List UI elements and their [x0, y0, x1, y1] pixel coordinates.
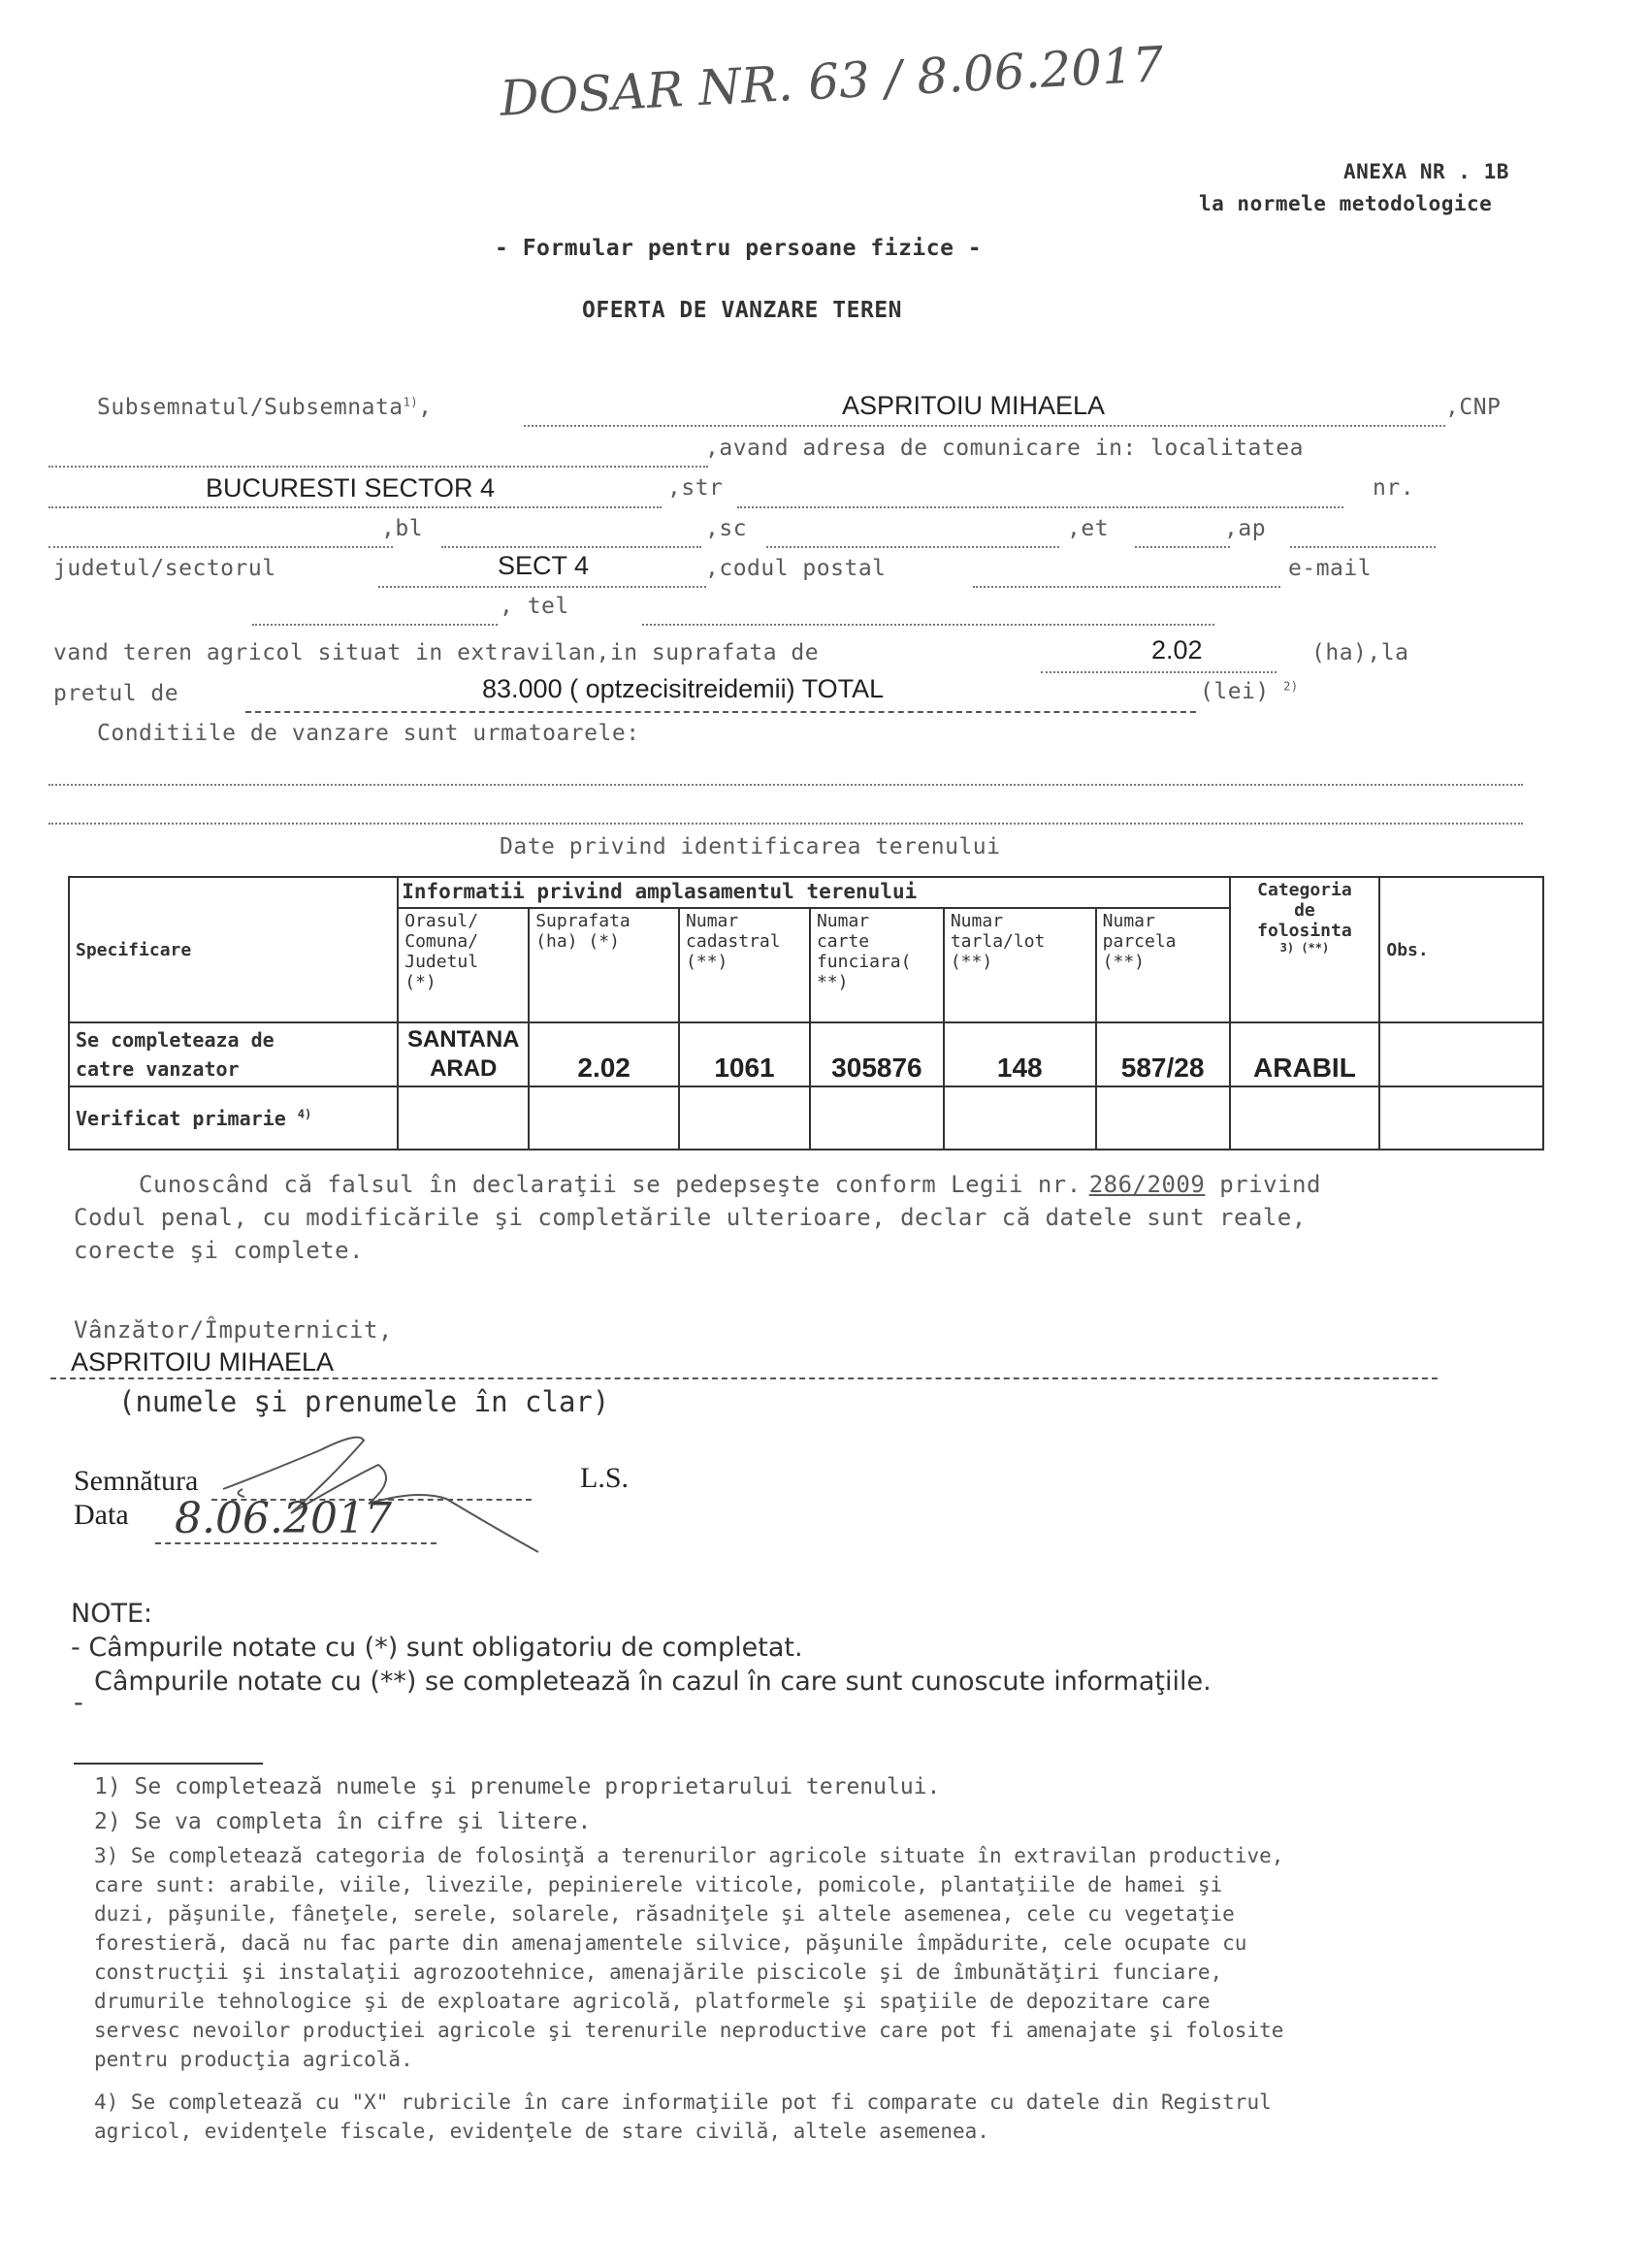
postal-label: ,codul postal — [705, 556, 887, 581]
declaration-line-2: Codul penal, cu modificările şi completările ulterioare, declar că datele sunt reale, — [74, 1204, 1307, 1231]
cell-categoria[interactable]: ARABIL — [1230, 1022, 1380, 1086]
sc-label: ,sc — [705, 516, 748, 541]
judet-label: judetul/sectorul — [53, 556, 276, 581]
cell-tarla[interactable]: 148 — [944, 1022, 1096, 1086]
ls-label: L.S. — [580, 1462, 630, 1494]
footnote-1: 1) Se completează numele şi prenumele proprietarului terenului. — [94, 1774, 941, 1799]
vanzator-line — [50, 1377, 1438, 1379]
cell-obs[interactable] — [1379, 1022, 1543, 1086]
nr-line — [48, 546, 393, 548]
header-tarla: Numar tarla/lot (**) — [944, 908, 1096, 1022]
note-line-1: - Câmpurile notate cu (*) sunt obligatoriu de completat. — [71, 1633, 803, 1663]
data-label: Data — [74, 1499, 129, 1531]
notes-title: NOTE: — [71, 1599, 153, 1629]
table-row-primarie — [69, 1086, 1543, 1150]
suprafata-line — [1041, 671, 1277, 673]
address-label: ,avand adresa de comunicare in: localitatea — [705, 436, 1304, 461]
annex-subtitle: la normele metodologice — [1199, 192, 1493, 215]
tel-label: , tel — [500, 594, 569, 619]
footnote-separator — [74, 1763, 263, 1765]
localitate-value[interactable]: BUCURESTI SECTOR 4 — [206, 473, 496, 502]
header-cadastral: Numar cadastral (**) — [679, 908, 810, 1022]
bl-line — [441, 546, 701, 548]
form-type: - Formular pentru persoane fizice - — [495, 236, 983, 261]
bl-label: ,bl — [381, 516, 424, 541]
cell-primarie-orasul[interactable] — [398, 1086, 529, 1150]
cell-primarie-carte[interactable] — [810, 1086, 944, 1150]
tel-line — [642, 624, 1214, 626]
judet-line — [378, 586, 706, 588]
str-label: ,str — [667, 475, 724, 501]
header-specificare: Specificare — [69, 877, 398, 1022]
conditii-line-1 — [48, 784, 1523, 786]
vand-label: vand teren agricol situat in extravilan,in suprafata de — [53, 640, 820, 665]
header-suprafata: Suprafata (ha) (*) — [529, 908, 679, 1022]
row-label-primarie: Verificat primarie $^{4)}$ — [69, 1086, 398, 1150]
numele-label: (numele şi prenumele în clar) — [118, 1385, 610, 1418]
footnote-3: 3) Se completează categoria de folosinţă a terenurilor agricole situate în extravilan productive, care sunt: arabile, viile, livezile, pepinierele viticole, pomicole, plantaţiile de hamei şi duzi, păşunile, fâneţele, serele, solarele, răsadniţele şi altele asemenea, cele cu vegetaţie forestieră, dacă nu fac parte din amenajamentele silvice, păşunile împădurite, cele ocupate cu construcţii şi instalaţii agrozootehnice, amenajările piscicole şi de îmbunătăţiri funciare, drumurile tehnologice şi de exploatare agricolă, platformele şi spaţiile de depozitare care servesc nevoilor producţiei agricole şi terenurile neproductive care pot fi amenajate şi folosite pentru producţia agricolă. — [94, 1844, 1284, 2071]
conditii-label: Conditiile de vanzare sunt urmatoarele: — [97, 721, 640, 746]
annex-number: ANEXA NR . 1B — [1343, 160, 1509, 183]
cell-cadastral[interactable]: 1061 — [679, 1022, 810, 1086]
header-categoria: Categoria de folosinta 3) (**) — [1230, 877, 1380, 1022]
cell-primarie-tarla[interactable] — [944, 1086, 1096, 1150]
lei-label: (lei) $^{2)}$ — [1200, 679, 1299, 704]
header-group: Informatii privind amplasamentul terenului — [398, 877, 1229, 908]
cell-parcela[interactable]: 587/28 — [1096, 1022, 1230, 1086]
et-label: ,et — [1067, 516, 1110, 541]
page-title: OFERTA DE VANZARE TEREN — [582, 298, 902, 323]
pret-value[interactable]: 83.000 ( optzecisitreidemii) TOTAL — [482, 674, 885, 703]
cell-orasul[interactable]: SANTANA ARAD — [398, 1022, 529, 1086]
note-line-2: Câmpurile notate cu (**) se completează în cazul în care sunt cunoscute informaţiile. — [94, 1667, 1212, 1697]
semnatura-label: Semnătura — [74, 1465, 199, 1497]
header-obs: Obs. — [1379, 877, 1543, 1022]
cell-carte[interactable]: 305876 — [810, 1022, 944, 1086]
footnote-4: 4) Se completează cu "X" rubricile în care informaţiile pot fi comparate cu datele din Registrul agricol, evidenţele fiscale, evidenţele de stare civilă, altele asemenea. — [94, 2090, 1272, 2143]
vanzator-label: Vânzător/Împuternicit, — [74, 1316, 393, 1344]
cnp-line — [48, 466, 708, 468]
cell-primarie-categoria[interactable] — [1230, 1086, 1380, 1150]
declaration-line-1: Cunoscând că falsul în declaraţii se pedepseşte conform Legii nr. 286/2009 privind — [139, 1171, 1321, 1198]
name-line — [524, 425, 1445, 427]
nr-label: nr. — [1373, 475, 1415, 501]
vanzator-name[interactable]: ASPRITOIU MIHAELA — [71, 1347, 335, 1377]
pret-line — [245, 711, 1196, 713]
header-orasul: Orasul/ Comuna/ Judetul (*) — [398, 908, 529, 1022]
table-caption: Date privind identificarea terenului — [500, 834, 1001, 859]
et-line — [1135, 546, 1230, 548]
table-row-vanzator — [69, 1022, 1543, 1086]
cnp-label: ,CNP — [1445, 395, 1502, 420]
cell-primarie-parcela[interactable] — [1096, 1086, 1230, 1150]
row-label-vanzator: Se completeaza de catre vanzator — [69, 1022, 398, 1086]
postal-line — [973, 586, 1280, 588]
handwritten-file-number: DOSAR NR. 63 / 8.06.2017 — [498, 36, 1165, 127]
email-line — [252, 624, 498, 626]
localitate-line — [48, 506, 662, 508]
str-line — [737, 506, 1343, 508]
conditii-line-2 — [48, 823, 1523, 825]
note-dash: - — [74, 1688, 83, 1718]
cell-primarie-cadastral[interactable] — [679, 1086, 810, 1150]
email-label: e-mail — [1288, 556, 1373, 581]
header-carte: Numar carte funciara( **) — [810, 908, 944, 1022]
footnote-2: 2) Se va completa în cifre şi litere. — [94, 1809, 592, 1834]
subsemnatul-label: Subsemnatul/Subsemnata$^{1)}$, — [97, 395, 433, 420]
suprafata-value[interactable]: 2.02 — [1151, 635, 1203, 664]
ha-label: (ha),la — [1311, 640, 1409, 665]
seller-name[interactable]: ASPRITOIU MIHAELA — [842, 391, 1106, 420]
cell-primarie-obs[interactable] — [1379, 1086, 1543, 1150]
ap-label: ,ap — [1224, 516, 1267, 541]
judet-value[interactable]: SECT 4 — [498, 551, 590, 580]
land-table — [68, 876, 1544, 1150]
ap-line — [1290, 546, 1436, 548]
sc-line — [766, 546, 1059, 548]
cell-suprafata[interactable]: 2.02 — [529, 1022, 679, 1086]
declaration-line-3: corecte şi complete. — [74, 1237, 364, 1264]
data-value[interactable]: 8.06.2017 — [175, 1494, 392, 1543]
cell-primarie-suprafata[interactable] — [529, 1086, 679, 1150]
header-parcela: Numar parcela (**) — [1096, 908, 1230, 1022]
pret-label: pretul de — [53, 681, 179, 706]
